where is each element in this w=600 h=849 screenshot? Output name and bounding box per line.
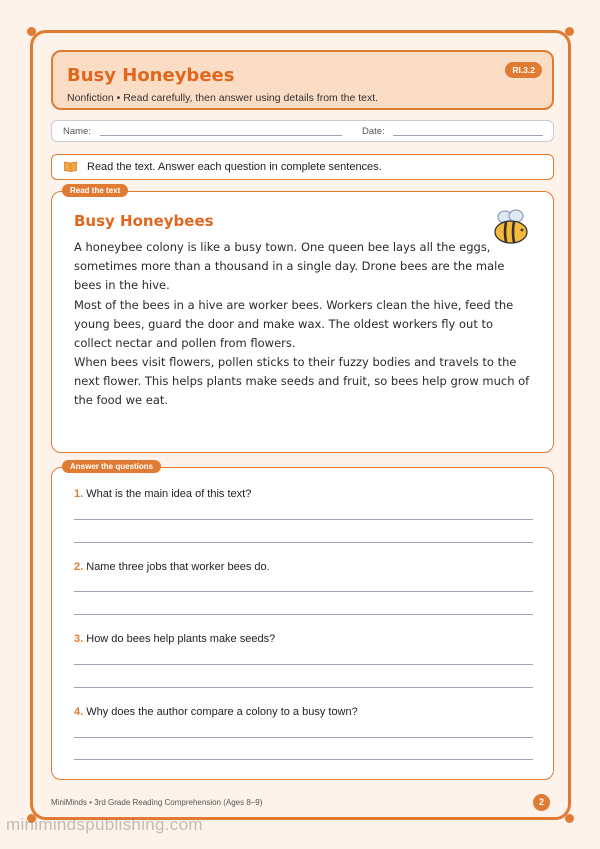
question-number: 4. [74,706,84,718]
question-text: Name three jobs that worker bees do. [86,561,270,573]
passage-paragraph: When bees visit flowers, pollen sticks to their fuzzy bodies and travels to the next flower. This helps plants make seeds and fruit, so bees help grow much of the food we eat. [74,355,530,407]
question-2 [74,561,270,573]
worksheet-subtitle: Nonfiction • Read carefully, then answer using details from the text. [67,92,379,104]
corner-dot [565,27,574,36]
answer-line[interactable] [74,737,533,738]
passage-paragraph: A honeybee colony is like a busy town. One queen bee lays all the eggs, sometimes more than a thousand in a single day. Drone bees are the male bees in the hive. [74,240,505,292]
reading-tab: Read the text [62,184,128,197]
question-text: What is the main idea of this text? [86,488,252,500]
question-text: Why does the author compare a colony to a busy town? [86,706,358,718]
corner-dot [27,27,36,36]
page-number-badge: 2 [533,794,550,811]
passage-title: Busy Honeybees [74,212,214,230]
date-field[interactable] [393,135,543,136]
question-3 [74,633,275,645]
answer-line[interactable] [74,664,533,665]
book-icon [64,161,77,172]
answer-line[interactable] [74,614,533,615]
watermark: minimindspublishing.com [6,815,203,834]
date-label: Date: [362,126,385,137]
instructions-text: Read the text. Answer each question in complete sentences. [87,161,382,173]
footer-text: MiniMinds • 3rd Grade Reading Comprehension (Ages 8–9) [51,798,263,807]
answer-line[interactable] [74,542,533,543]
answer-line[interactable] [74,687,533,688]
answer-line[interactable] [74,759,533,760]
corner-dot [565,814,574,823]
name-date-bar [51,120,554,142]
passage-paragraph: Most of the bees in a hive are worker bees. Workers clean the hive, feed the young bees, guard the door and make wax. The oldest workers fly out to collect nectar and pollen from flowers. [74,298,514,350]
worksheet-header [51,50,554,110]
question-1 [74,488,251,500]
instructions-bar [51,154,554,180]
question-number: 1. [74,488,84,500]
questions-tab: Answer the questions [62,460,161,473]
answer-line[interactable] [74,591,533,592]
name-label: Name: [63,126,91,137]
worksheet-page [30,30,571,820]
reading-section [51,186,554,453]
question-text: How do bees help plants make seeds? [86,633,276,645]
answer-line[interactable] [74,519,533,520]
standard-badge: RI.3.2 [505,62,542,78]
question-number: 2. [74,561,84,573]
worksheet-title: Busy Honeybees [67,65,235,86]
question-4 [74,706,358,718]
questions-section [51,462,554,780]
question-number: 3. [74,633,84,645]
name-field[interactable] [100,135,342,136]
